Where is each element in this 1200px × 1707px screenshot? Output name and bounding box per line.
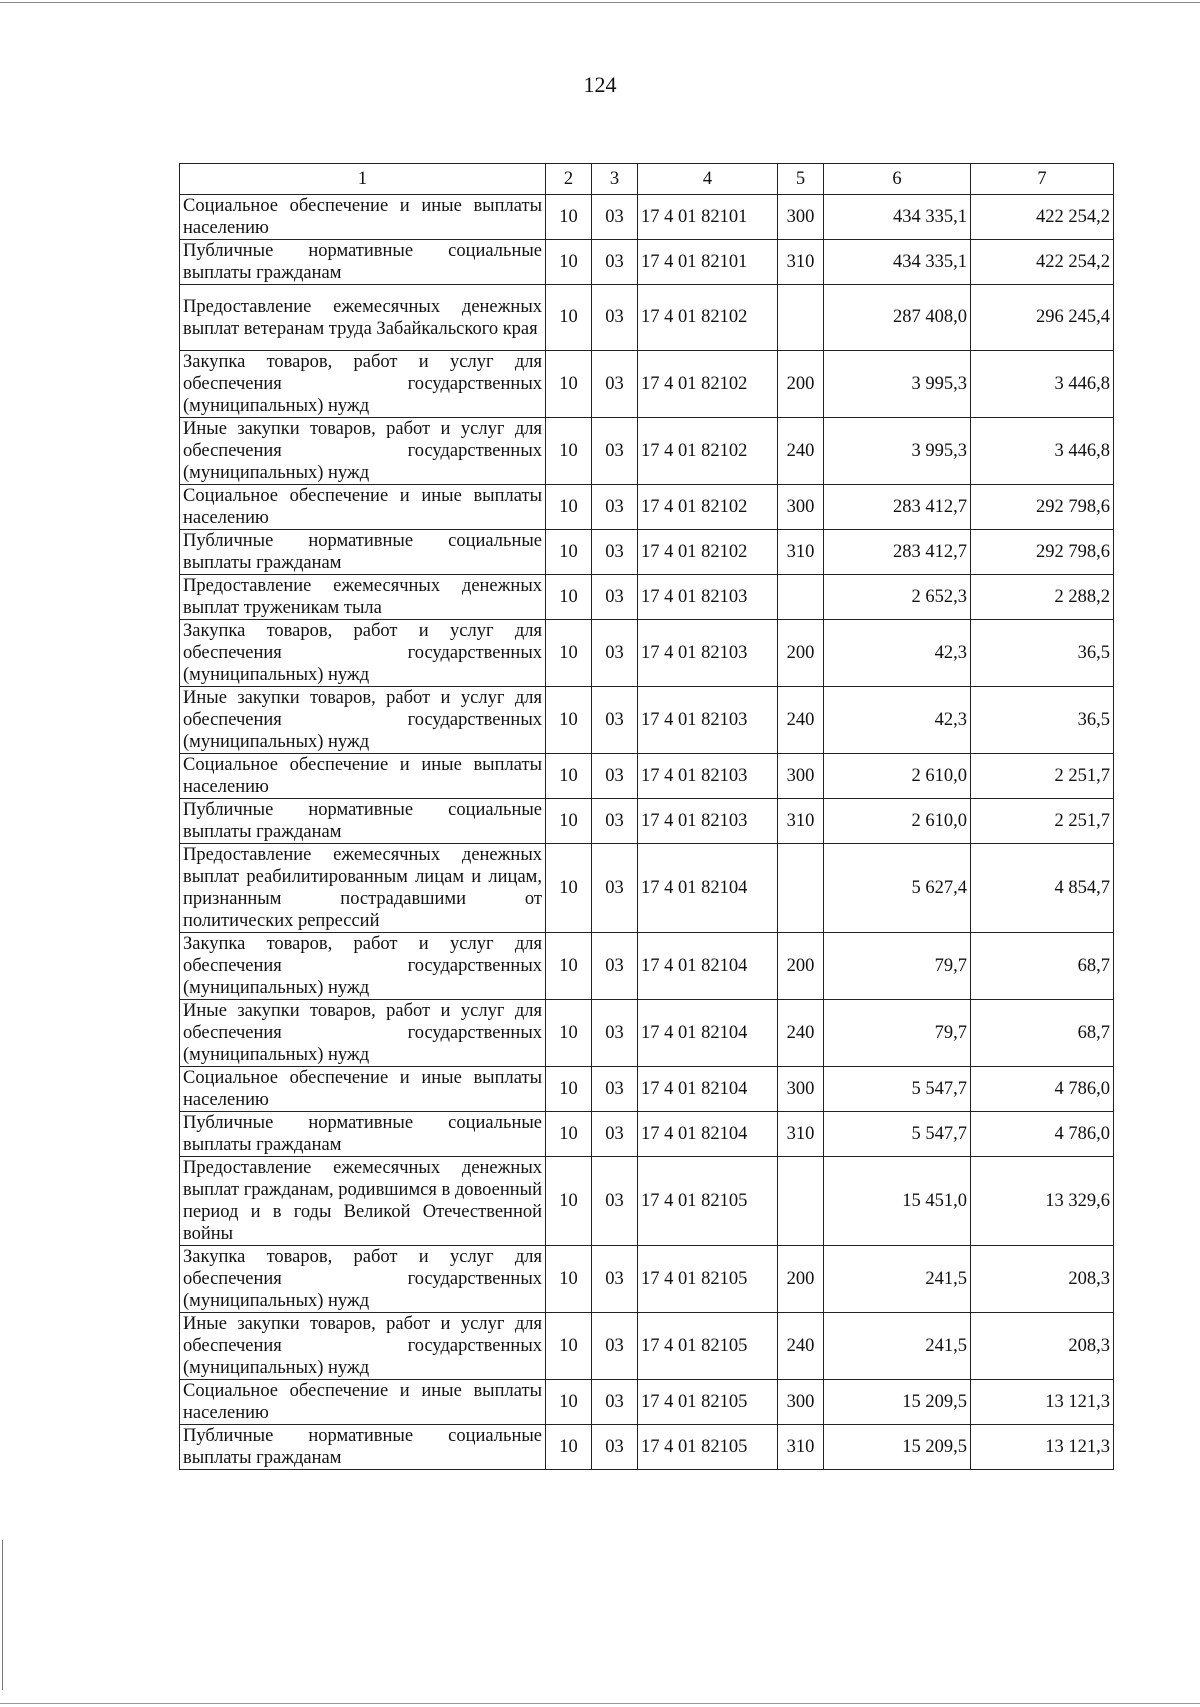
table-row [180,1380,1114,1425]
amount-2-cell: 3 446,8 [971,351,1114,418]
amount-1-cell: 15 209,5 [824,1380,971,1425]
amount-2-cell: 13 121,3 [971,1380,1114,1425]
amount-2-cell: 2 288,2 [971,575,1114,620]
amount-2-cell: 422 254,2 [971,240,1114,285]
amount-2-cell: 13 329,6 [971,1157,1114,1246]
table-row [180,1000,1114,1067]
table-row [180,799,1114,844]
table-body [180,195,1114,1470]
section-code-cell: 10 [546,1067,592,1112]
target-article-cell: 17 4 01 82102 [638,351,778,418]
target-article-cell: 17 4 01 82102 [638,418,778,485]
amount-2-cell: 13 121,3 [971,1425,1114,1470]
table-row [180,1425,1114,1470]
subsection-code-cell: 03 [592,418,638,485]
table-row [180,1067,1114,1112]
subsection-code-cell: 03 [592,285,638,351]
target-article-cell: 17 4 01 82105 [638,1380,778,1425]
expense-type-cell: 310 [778,799,824,844]
expense-type-cell: 300 [778,195,824,240]
subsection-code-cell: 03 [592,1425,638,1470]
expense-type-cell: 240 [778,418,824,485]
scan-top-border [0,2,1200,3]
section-code-cell: 10 [546,620,592,687]
row-name-cell: Предоставление ежемесячных денежных выплат труженикам тыла [180,575,546,620]
target-article-cell: 17 4 01 82105 [638,1313,778,1380]
section-code-cell: 10 [546,799,592,844]
amount-1-cell: 434 335,1 [824,195,971,240]
subsection-code-cell: 03 [592,240,638,285]
amount-1-cell: 15 209,5 [824,1425,971,1470]
amount-2-cell: 2 251,7 [971,754,1114,799]
budget-table [179,163,1114,1470]
target-article-cell: 17 4 01 82104 [638,844,778,933]
amount-1-cell: 5 627,4 [824,844,971,933]
expense-type-cell: 310 [778,1425,824,1470]
amount-1-cell: 2 610,0 [824,754,971,799]
row-name-cell: Предоставление ежемесячных денежных выплат ветеранам труда Забайкальского края [180,285,546,351]
row-name-cell: Закупка товаров, работ и услуг для обеспечения государственных (муниципальных) нужд [180,1246,546,1313]
target-article-cell: 17 4 01 82104 [638,1112,778,1157]
expense-type-cell [778,575,824,620]
amount-2-cell: 3 446,8 [971,418,1114,485]
row-name-cell: Публичные нормативные социальные выплаты гражданам [180,799,546,844]
section-code-cell: 10 [546,530,592,575]
table-row [180,620,1114,687]
expense-type-cell: 240 [778,1000,824,1067]
expense-type-cell: 310 [778,530,824,575]
target-article-cell: 17 4 01 82102 [638,530,778,575]
subsection-code-cell: 03 [592,1112,638,1157]
expense-type-cell: 200 [778,620,824,687]
table-row [180,285,1114,351]
amount-2-cell: 296 245,4 [971,285,1114,351]
amount-2-cell: 68,7 [971,933,1114,1000]
table-row [180,844,1114,933]
subsection-code-cell: 03 [592,844,638,933]
amount-1-cell: 241,5 [824,1246,971,1313]
amount-1-cell: 15 451,0 [824,1157,971,1246]
section-code-cell: 10 [546,418,592,485]
section-code-cell: 10 [546,687,592,754]
column-header-amount-1: 6 [824,164,971,195]
row-name-cell: Социальное обеспечение и иные выплаты населению [180,195,546,240]
table-row [180,1246,1114,1313]
amount-2-cell: 36,5 [971,620,1114,687]
section-code-cell: 10 [546,240,592,285]
expense-type-cell: 300 [778,485,824,530]
table-row [180,1313,1114,1380]
amount-1-cell: 5 547,7 [824,1067,971,1112]
amount-2-cell: 2 251,7 [971,799,1114,844]
expense-type-cell: 300 [778,754,824,799]
expense-type-cell: 200 [778,933,824,1000]
row-name-cell: Социальное обеспечение и иные выплаты населению [180,485,546,530]
row-name-cell: Иные закупки товаров, работ и услуг для обеспечения государственных (муниципальных) нужд [180,687,546,754]
row-name-cell: Публичные нормативные социальные выплаты гражданам [180,530,546,575]
section-code-cell: 10 [546,285,592,351]
target-article-cell: 17 4 01 82103 [638,687,778,754]
expense-type-cell: 240 [778,1313,824,1380]
amount-2-cell: 208,3 [971,1313,1114,1380]
table-row [180,351,1114,418]
amount-1-cell: 287 408,0 [824,285,971,351]
section-code-cell: 10 [546,844,592,933]
scan-bottom-border [0,1703,1200,1704]
target-article-cell: 17 4 01 82103 [638,799,778,844]
section-code-cell: 10 [546,1313,592,1380]
section-code-cell: 10 [546,1000,592,1067]
table-row [180,418,1114,485]
scan-left-edge-mark [2,1540,3,1690]
section-code-cell: 10 [546,351,592,418]
subsection-code-cell: 03 [592,1246,638,1313]
target-article-cell: 17 4 01 82103 [638,620,778,687]
expense-type-cell: 240 [778,687,824,754]
target-article-cell: 17 4 01 82105 [638,1425,778,1470]
amount-2-cell: 422 254,2 [971,195,1114,240]
subsection-code-cell: 03 [592,687,638,754]
expense-type-cell: 300 [778,1380,824,1425]
amount-1-cell: 42,3 [824,620,971,687]
target-article-cell: 17 4 01 82102 [638,485,778,530]
row-name-cell: Иные закупки товаров, работ и услуг для обеспечения государственных (муниципальных) нужд [180,418,546,485]
amount-1-cell: 434 335,1 [824,240,971,285]
section-code-cell: 10 [546,754,592,799]
section-code-cell: 10 [546,195,592,240]
row-name-cell: Публичные нормативные социальные выплаты гражданам [180,240,546,285]
amount-1-cell: 3 995,3 [824,418,971,485]
subsection-code-cell: 03 [592,351,638,418]
row-name-cell: Закупка товаров, работ и услуг для обеспечения государственных (муниципальных) нужд [180,351,546,418]
amount-2-cell: 4 854,7 [971,844,1114,933]
column-header-section: 2 [546,164,592,195]
amount-1-cell: 79,7 [824,933,971,1000]
row-name-cell: Социальное обеспечение и иные выплаты населению [180,1380,546,1425]
column-header-expense-type: 5 [778,164,824,195]
target-article-cell: 17 4 01 82102 [638,285,778,351]
amount-1-cell: 79,7 [824,1000,971,1067]
amount-2-cell: 36,5 [971,687,1114,754]
amount-1-cell: 3 995,3 [824,351,971,418]
target-article-cell: 17 4 01 82101 [638,240,778,285]
subsection-code-cell: 03 [592,933,638,1000]
subsection-code-cell: 03 [592,620,638,687]
section-code-cell: 10 [546,1380,592,1425]
subsection-code-cell: 03 [592,1313,638,1380]
amount-2-cell: 4 786,0 [971,1112,1114,1157]
amount-2-cell: 292 798,6 [971,530,1114,575]
expense-type-cell: 310 [778,1112,824,1157]
section-code-cell: 10 [546,575,592,620]
section-code-cell: 10 [546,1246,592,1313]
expense-type-cell: 200 [778,1246,824,1313]
amount-1-cell: 283 412,7 [824,530,971,575]
table-row [180,933,1114,1000]
row-name-cell: Социальное обеспечение и иные выплаты населению [180,1067,546,1112]
target-article-cell: 17 4 01 82104 [638,933,778,1000]
expense-type-cell [778,1157,824,1246]
row-name-cell: Предоставление ежемесячных денежных выплат гражданам, родившимся в довоенный период и в годы Великой Отечественной войны [180,1157,546,1246]
section-code-cell: 10 [546,933,592,1000]
expense-type-cell [778,285,824,351]
column-header-subsection: 3 [592,164,638,195]
row-name-cell: Иные закупки товаров, работ и услуг для обеспечения государственных (муниципальных) нужд [180,1313,546,1380]
table-row [180,530,1114,575]
section-code-cell: 10 [546,1425,592,1470]
section-code-cell: 10 [546,1112,592,1157]
subsection-code-cell: 03 [592,1157,638,1246]
column-header-amount-2: 7 [971,164,1114,195]
table-header-row [180,164,1114,195]
table-row [180,1157,1114,1246]
target-article-cell: 17 4 01 82103 [638,754,778,799]
target-article-cell: 17 4 01 82103 [638,575,778,620]
section-code-cell: 10 [546,485,592,530]
row-name-cell: Предоставление ежемесячных денежных выплат реабилитированным лицам и лицам, признанным пострадавшими от политических репрессий [180,844,546,933]
amount-2-cell: 208,3 [971,1246,1114,1313]
subsection-code-cell: 03 [592,799,638,844]
table-row [180,754,1114,799]
row-name-cell: Публичные нормативные социальные выплаты гражданам [180,1425,546,1470]
subsection-code-cell: 03 [592,1067,638,1112]
amount-1-cell: 2 652,3 [824,575,971,620]
amount-2-cell: 4 786,0 [971,1067,1114,1112]
expense-type-cell: 310 [778,240,824,285]
row-name-cell: Закупка товаров, работ и услуг для обеспечения государственных (муниципальных) нужд [180,933,546,1000]
amount-2-cell: 292 798,6 [971,485,1114,530]
amount-1-cell: 5 547,7 [824,1112,971,1157]
table-row [180,240,1114,285]
table-row [180,687,1114,754]
subsection-code-cell: 03 [592,195,638,240]
subsection-code-cell: 03 [592,1000,638,1067]
section-code-cell: 10 [546,1157,592,1246]
table-row [180,485,1114,530]
amount-1-cell: 283 412,7 [824,485,971,530]
target-article-cell: 17 4 01 82105 [638,1157,778,1246]
subsection-code-cell: 03 [592,1380,638,1425]
target-article-cell: 17 4 01 82105 [638,1246,778,1313]
expense-type-cell: 300 [778,1067,824,1112]
subsection-code-cell: 03 [592,485,638,530]
amount-1-cell: 42,3 [824,687,971,754]
table-row [180,575,1114,620]
row-name-cell: Закупка товаров, работ и услуг для обеспечения государственных (муниципальных) нужд [180,620,546,687]
page-number: 124 [583,72,617,97]
table-row [180,1112,1114,1157]
row-name-cell: Социальное обеспечение и иные выплаты населению [180,754,546,799]
subsection-code-cell: 03 [592,575,638,620]
row-name-cell: Иные закупки товаров, работ и услуг для обеспечения государственных (муниципальных) нужд [180,1000,546,1067]
amount-2-cell: 68,7 [971,1000,1114,1067]
expense-type-cell [778,844,824,933]
target-article-cell: 17 4 01 82104 [638,1000,778,1067]
target-article-cell: 17 4 01 82104 [638,1067,778,1112]
amount-1-cell: 2 610,0 [824,799,971,844]
target-article-cell: 17 4 01 82101 [638,195,778,240]
table-row [180,195,1114,240]
subsection-code-cell: 03 [592,530,638,575]
amount-1-cell: 241,5 [824,1313,971,1380]
column-header-name: 1 [180,164,546,195]
expense-type-cell: 200 [778,351,824,418]
column-header-target-article: 4 [638,164,778,195]
subsection-code-cell: 03 [592,754,638,799]
row-name-cell: Публичные нормативные социальные выплаты гражданам [180,1112,546,1157]
